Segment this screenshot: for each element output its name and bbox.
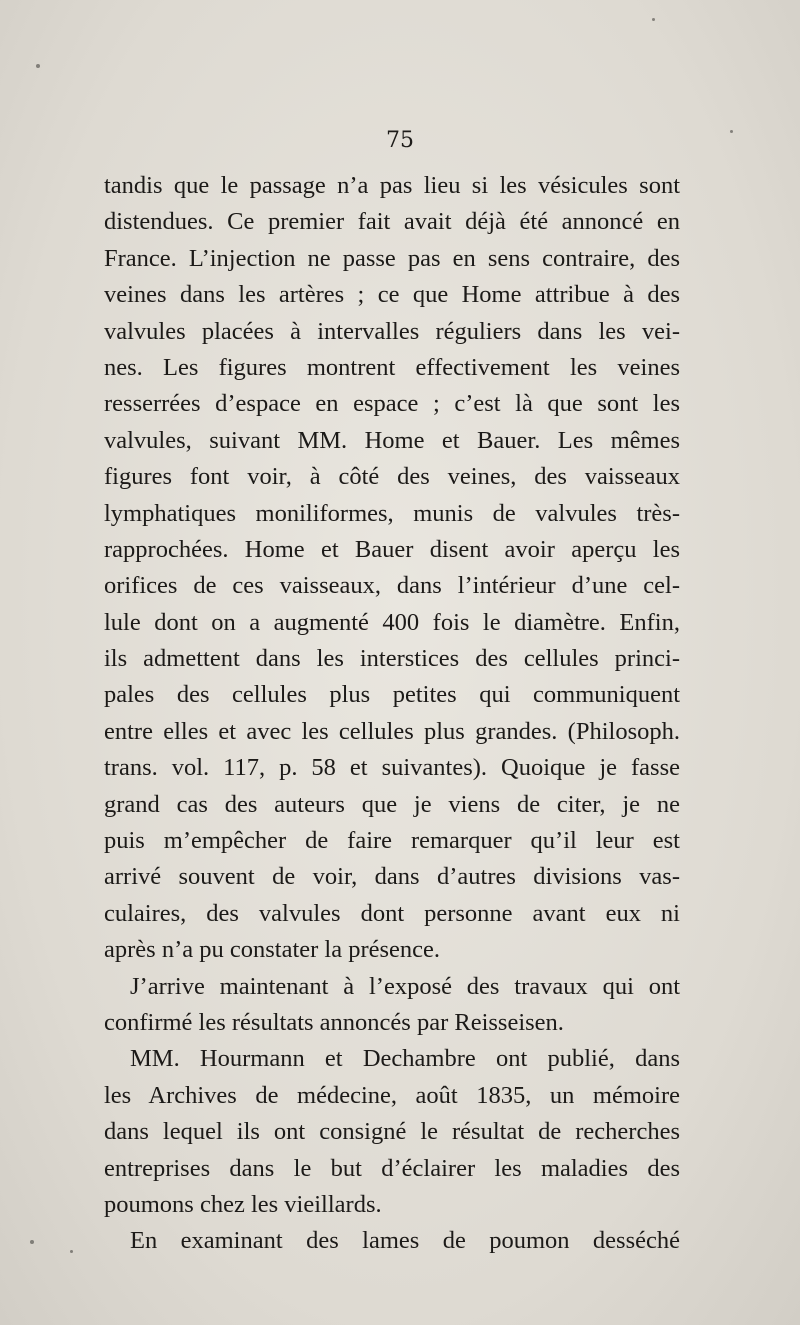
paragraph-start-line: En examinant des lames de poumon desséché (130, 1227, 680, 1255)
text-line: entreprises dans le but d’éclairer les maladies des (104, 1154, 680, 1182)
text-line: valvules, suivant MM. Home et Bauer. Les mêmes (104, 426, 680, 454)
text-line: trans. vol. 117, p. 58 et suivantes). Quoique je fasse (104, 754, 680, 782)
paper-speck (70, 1250, 73, 1253)
text-line: lymphatiques moniliformes, munis de valvules très- (104, 499, 680, 527)
text-line: valvules placées à intervalles réguliers dans les vei- (104, 317, 680, 345)
text-line: les Archives de médecine, août 1835, un mémoire (104, 1081, 680, 1109)
text-line: distendues. Ce premier fait avait déjà été annoncé en (104, 208, 680, 236)
text-line: puis m’empêcher de faire remarquer qu’il leur est (104, 827, 680, 855)
text-line: nes. Les figures montrent effectivement les veines (104, 353, 680, 381)
text-line: pales des cellules plus petites qui communiquent (104, 681, 680, 709)
text-line: veines dans les artères ; ce que Home attribue à des (104, 281, 680, 309)
text-line: tandis que le passage n’a pas lieu si les vésicules sont (104, 172, 680, 199)
text-line: entre elles et avec les cellules plus grandes. (Philosoph. (104, 717, 680, 745)
paragraph-start-line: MM. Hourmann et Dechambre ont publié, dans (130, 1045, 680, 1073)
text-line: dans lequel ils ont consigné le résultat de recherches (104, 1118, 680, 1146)
paragraph-end-line: confirmé les résultats annoncés par Reisseisen. (104, 1008, 564, 1036)
text-line: France. L’injection ne passe pas en sens contraire, des (104, 244, 680, 272)
text-line: grand cas des auteurs que je viens de citer, je ne (104, 790, 680, 818)
paper-speck (36, 64, 40, 68)
paragraph-end-line: après n’a pu constater la présence. (104, 936, 441, 964)
paragraph-start-line: J’arrive maintenant à l’exposé des travaux qui ont (130, 972, 680, 1000)
text-line: lule dont on a augmenté 400 fois le diamètre. Enfin, (104, 608, 680, 636)
text-line: resserrées d’espace en espace ; c’est là que sont les (104, 390, 680, 418)
text-line: orifices de ces vaisseaux, dans l’intérieur d’une cel- (104, 572, 680, 600)
body-text (104, 168, 680, 1260)
text-line: ils admettent dans les interstices des cellules princi- (104, 645, 680, 673)
text-line: culaires, des valvules dont personne avant eux ni (104, 899, 680, 927)
text-line: figures font voir, à côté des veines, des vaisseaux (104, 463, 680, 491)
page-number: 75 (386, 128, 414, 153)
text-line: rapprochées. Home et Bauer disent avoir aperçu les (104, 535, 680, 563)
paper-speck (30, 1240, 34, 1244)
text-line: arrivé souvent de voir, dans d’autres divisions vas- (104, 863, 680, 891)
paragraph-end-line: poumons chez les vieillards. (104, 1190, 382, 1218)
paper-speck (652, 18, 655, 21)
paper-speck (730, 130, 733, 133)
